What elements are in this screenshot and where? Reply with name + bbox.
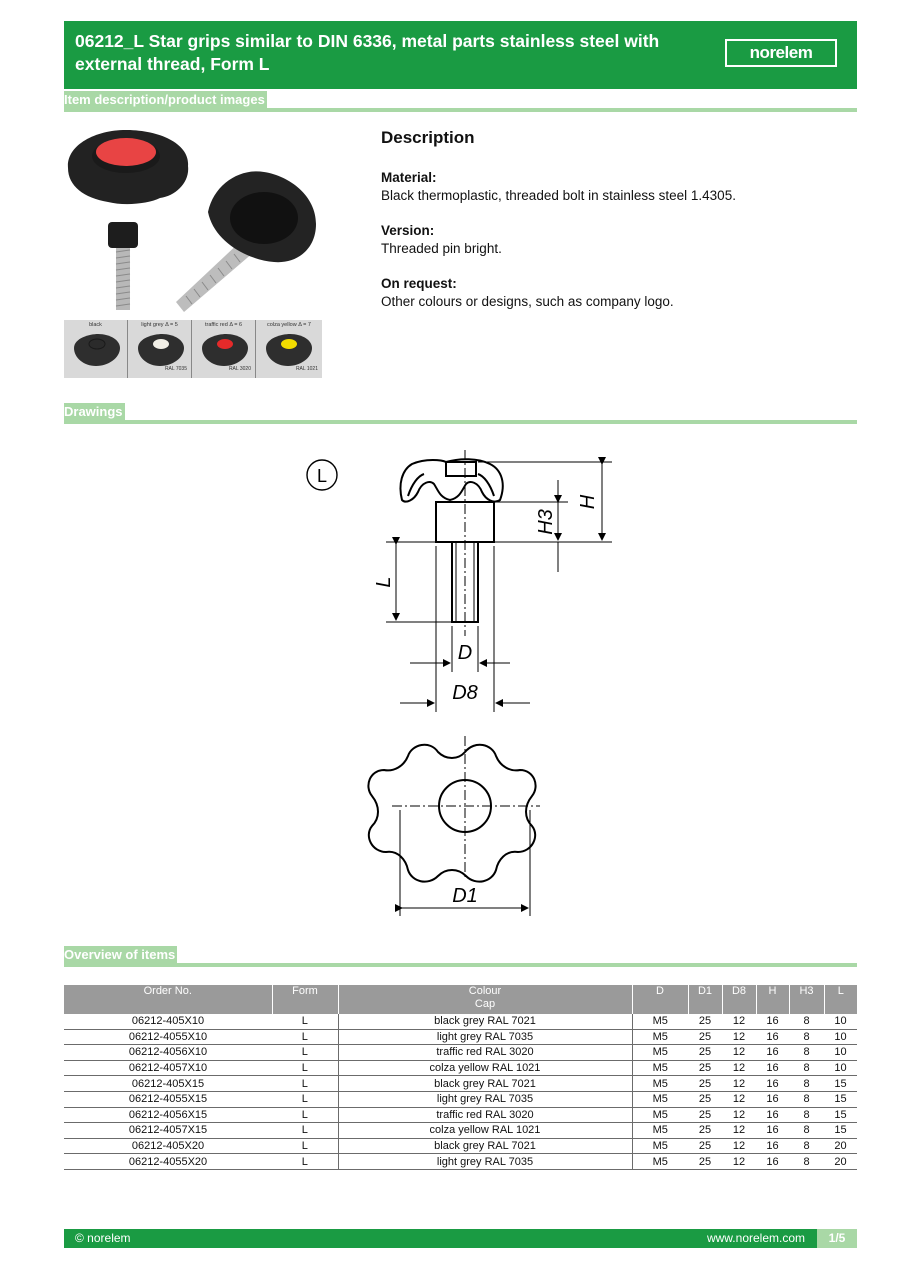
- table-cell: 8: [789, 1076, 824, 1092]
- website-link[interactable]: www.norelem.com: [706, 1231, 805, 1245]
- table-row: [64, 1091, 857, 1107]
- swatch-label: traffic red Δ = 6: [204, 322, 243, 328]
- technical-drawing: [300, 440, 620, 930]
- table-cell: 25: [688, 1154, 722, 1170]
- table-cell: 25: [688, 1045, 722, 1061]
- table-cell: 16: [756, 1014, 789, 1029]
- version-text: Threaded pin bright.: [381, 241, 502, 256]
- items-table: [64, 985, 857, 1170]
- table-row: [64, 1154, 857, 1170]
- table-cell: 12: [722, 1076, 756, 1092]
- table-cell: L: [272, 1045, 338, 1061]
- request-text: Other colours or designs, such as company logo.: [381, 294, 674, 309]
- version-label: Version:: [381, 223, 435, 238]
- page-title: 06212_L Star grips similar to DIN 6336, metal parts stainless steel with external thread, Form L: [75, 31, 660, 74]
- table-cell: 12: [722, 1014, 756, 1029]
- table-cell: 06212-405X15: [64, 1076, 272, 1092]
- table-cell: 15: [824, 1107, 857, 1123]
- table-cell: colza yellow RAL 1021: [338, 1060, 632, 1076]
- table-cell: L: [272, 1091, 338, 1107]
- swatch-label: colza yellow Δ = 7: [267, 322, 311, 328]
- material-block: [381, 169, 851, 205]
- form-label: L: [316, 466, 328, 486]
- table-cell: 06212-405X20: [64, 1138, 272, 1154]
- table-row: [64, 1014, 857, 1029]
- table-row: [64, 1060, 857, 1076]
- table-row: [64, 1123, 857, 1139]
- section-item-description: [64, 91, 857, 111]
- table-cell: L: [272, 1029, 338, 1045]
- knob-red-cap-image: [68, 130, 188, 310]
- table-cell: 20: [824, 1138, 857, 1154]
- table-cell: black grey RAL 7021: [338, 1138, 632, 1154]
- table-cell: 8: [789, 1091, 824, 1107]
- table-cell: 06212-4055X20: [64, 1154, 272, 1170]
- section-overview: [64, 946, 857, 966]
- section-rule: [64, 420, 857, 424]
- swatch-ral: RAL 3020: [228, 366, 251, 372]
- dim-H3: H3: [535, 509, 557, 535]
- table-cell: L: [272, 1060, 338, 1076]
- page-header: [64, 21, 857, 89]
- table-cell: 10: [824, 1060, 857, 1076]
- table-cell: light grey RAL 7035: [338, 1029, 632, 1045]
- table-cell: light grey RAL 7035: [338, 1091, 632, 1107]
- table-cell: 15: [824, 1091, 857, 1107]
- knob-black-image: [176, 171, 316, 312]
- section-title: Drawings: [64, 404, 123, 419]
- table-row: [64, 1138, 857, 1154]
- table-cell: 06212-4055X10: [64, 1029, 272, 1045]
- table-cell: black grey RAL 7021: [338, 1014, 632, 1029]
- table-cell: 25: [688, 1138, 722, 1154]
- col-colour-label: Colour: [468, 985, 502, 997]
- page-footer: [64, 1229, 857, 1248]
- table-row: [64, 1107, 857, 1123]
- table-cell: M5: [632, 1107, 688, 1123]
- copyright: © norelem: [75, 1231, 131, 1245]
- table-cell: L: [272, 1107, 338, 1123]
- col-d1: D1: [688, 985, 722, 1014]
- section-title: Overview of items: [64, 947, 176, 962]
- swatch-label: light grey Δ = 5: [141, 322, 178, 328]
- table-cell: 8: [789, 1107, 824, 1123]
- table-cell: 12: [722, 1060, 756, 1076]
- table-cell: M5: [632, 1076, 688, 1092]
- col-d: D: [632, 985, 688, 1014]
- dim-H: H: [577, 494, 599, 510]
- table-cell: 8: [789, 1045, 824, 1061]
- table-cell: 16: [756, 1029, 789, 1045]
- table-cell: M5: [632, 1045, 688, 1061]
- dim-D: D: [457, 642, 473, 664]
- norelem-logo: norelem: [725, 39, 837, 67]
- section-rule: [64, 108, 857, 112]
- table-cell: 8: [789, 1014, 824, 1029]
- table-cell: 06212-4056X15: [64, 1107, 272, 1123]
- table-cell: 06212-405X10: [64, 1014, 272, 1029]
- table-cell: 12: [722, 1045, 756, 1061]
- swatch-ral: RAL 1021: [295, 366, 318, 372]
- table-cell: 12: [722, 1107, 756, 1123]
- table-cell: 12: [722, 1029, 756, 1045]
- material-label: Material:: [381, 170, 437, 185]
- table-cell: M5: [632, 1014, 688, 1029]
- table-cell: 06212-4057X10: [64, 1060, 272, 1076]
- table-cell: 8: [789, 1154, 824, 1170]
- col-form: Form: [272, 985, 338, 1014]
- table-cell: M5: [632, 1138, 688, 1154]
- table-header: [64, 985, 857, 1014]
- table-cell: 16: [756, 1107, 789, 1123]
- table-cell: 16: [756, 1076, 789, 1092]
- swatch-ral: RAL 7035: [164, 366, 187, 372]
- table-cell: 10: [824, 1029, 857, 1045]
- table-cell: colza yellow RAL 1021: [338, 1123, 632, 1139]
- table-cell: M5: [632, 1091, 688, 1107]
- col-d8: D8: [722, 985, 756, 1014]
- col-l: L: [824, 985, 857, 1014]
- dim-L: L: [373, 576, 395, 588]
- table-cell: traffic red RAL 3020: [338, 1045, 632, 1061]
- table-cell: 06212-4056X10: [64, 1045, 272, 1061]
- table-cell: L: [272, 1138, 338, 1154]
- table-cell: 8: [789, 1138, 824, 1154]
- table-cell: 16: [756, 1091, 789, 1107]
- product-photo: [64, 126, 322, 318]
- table-cell: 8: [789, 1029, 824, 1045]
- request-block: [381, 275, 851, 311]
- description-block: [381, 128, 851, 328]
- swatch-label: black: [89, 322, 102, 328]
- col-order-no: Order No.: [64, 985, 272, 1014]
- table-row: [64, 1076, 857, 1092]
- table-cell: L: [272, 1123, 338, 1139]
- table-cell: 06212-4057X15: [64, 1123, 272, 1139]
- swatch-traffic-red: [192, 320, 256, 378]
- table-cell: 16: [756, 1060, 789, 1076]
- table-cell: 16: [756, 1138, 789, 1154]
- material-text: Black thermoplastic, threaded bolt in stainless steel 1.4305.: [381, 188, 736, 203]
- swatch-black: [64, 320, 128, 378]
- colour-swatches: [64, 320, 322, 378]
- table-cell: 10: [824, 1045, 857, 1061]
- table-cell: 16: [756, 1154, 789, 1170]
- table-cell: M5: [632, 1154, 688, 1170]
- description-heading: Description: [381, 128, 475, 147]
- table-row: [64, 1045, 857, 1061]
- table-cell: L: [272, 1014, 338, 1029]
- table-cell: 12: [722, 1138, 756, 1154]
- table-cell: 25: [688, 1123, 722, 1139]
- swatch-colza-yellow: [256, 320, 322, 378]
- table-cell: 16: [756, 1045, 789, 1061]
- table-cell: 16: [756, 1123, 789, 1139]
- product-images: [64, 126, 322, 378]
- col-h: H: [756, 985, 789, 1014]
- swatch-light-grey: [128, 320, 192, 378]
- table-cell: black grey RAL 7021: [338, 1076, 632, 1092]
- table-cell: 25: [688, 1029, 722, 1045]
- table-cell: M5: [632, 1060, 688, 1076]
- version-block: [381, 222, 851, 258]
- table-cell: 12: [722, 1091, 756, 1107]
- table-cell: 25: [688, 1091, 722, 1107]
- table-cell: 25: [688, 1014, 722, 1029]
- table-cell: 15: [824, 1076, 857, 1092]
- table-cell: light grey RAL 7035: [338, 1154, 632, 1170]
- dim-D8: D8: [452, 682, 478, 704]
- table-cell: 12: [722, 1123, 756, 1139]
- table-cell: M5: [632, 1123, 688, 1139]
- table-cell: 12: [722, 1154, 756, 1170]
- table-cell: 10: [824, 1014, 857, 1029]
- table-row: [64, 1029, 857, 1045]
- table-cell: 25: [688, 1107, 722, 1123]
- table-cell: 06212-4055X15: [64, 1091, 272, 1107]
- table-cell: M5: [632, 1029, 688, 1045]
- table-cell: 25: [688, 1060, 722, 1076]
- request-label: On request:: [381, 276, 457, 291]
- table-cell: 20: [824, 1154, 857, 1170]
- col-colour: [338, 985, 632, 1014]
- table-cell: traffic red RAL 3020: [338, 1107, 632, 1123]
- page-number: 1/5: [817, 1229, 857, 1248]
- section-drawings: [64, 403, 857, 423]
- section-rule: [64, 963, 857, 967]
- table-cell: L: [272, 1154, 338, 1170]
- table-cell: L: [272, 1076, 338, 1092]
- section-title: Item description/product images: [64, 92, 265, 107]
- dim-D1: D1: [452, 885, 478, 907]
- table-cell: 25: [688, 1076, 722, 1092]
- col-cap-label: Cap: [474, 998, 496, 1010]
- col-h3: H3: [789, 985, 824, 1014]
- table-cell: 8: [789, 1060, 824, 1076]
- table-cell: 8: [789, 1123, 824, 1139]
- table-cell: 15: [824, 1123, 857, 1139]
